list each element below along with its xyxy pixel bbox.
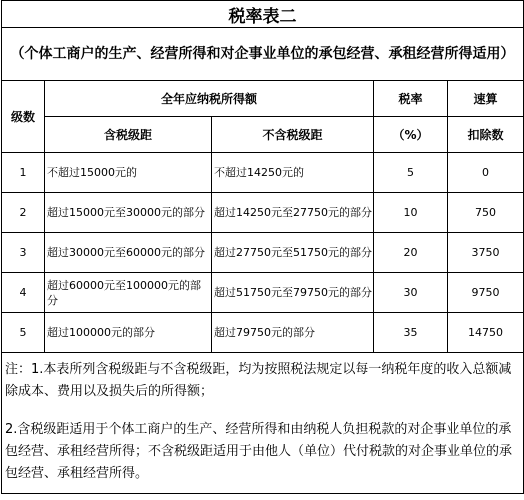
row-without-tax: 超过14250元至27750元的部分 bbox=[212, 193, 374, 233]
row-with-tax: 超过100000元的部分 bbox=[45, 313, 212, 353]
header-without-tax: 不含税级距 bbox=[212, 117, 374, 153]
table-row bbox=[2, 273, 524, 313]
row-level: 4 bbox=[2, 273, 45, 313]
row-rate: 35 bbox=[374, 313, 448, 353]
row-with-tax: 超过30000元至60000元的部分 bbox=[45, 233, 212, 273]
header-deduction-top: 速算 bbox=[448, 81, 524, 117]
row-level: 5 bbox=[2, 313, 45, 353]
header-deduction-bottom: 扣除数 bbox=[448, 117, 524, 153]
header-rate-unit: （%） bbox=[374, 117, 448, 153]
header-with-tax: 含税级距 bbox=[45, 117, 212, 153]
table-row bbox=[2, 313, 524, 353]
row-deduction: 750 bbox=[448, 193, 524, 233]
row-without-tax: 超过27750元至51750元的部分 bbox=[212, 233, 374, 273]
row-without-tax: 超过51750元至79750元的部分 bbox=[212, 273, 374, 313]
row-deduction: 3750 bbox=[448, 233, 524, 273]
row-rate: 30 bbox=[374, 273, 448, 313]
table-subtitle: （个体工商户的生产、经营所得和对企事业单位的承包经营、承租经营所得适用） bbox=[2, 28, 524, 81]
table-row bbox=[2, 193, 524, 233]
row-deduction: 14750 bbox=[448, 313, 524, 353]
row-with-tax: 超过60000元至100000元的部分 bbox=[45, 273, 212, 313]
row-rate: 10 bbox=[374, 193, 448, 233]
row-level: 1 bbox=[2, 153, 45, 193]
row-with-tax: 不超过15000元的 bbox=[45, 153, 212, 193]
note-1: 注：1.本表所列含税级距与不含税级距，均为按照税法规定以每一纳税年度的收入总额减除成本、费用以及损失后的所得额； bbox=[5, 362, 512, 399]
notes bbox=[2, 353, 524, 494]
header-rate: 税率 bbox=[374, 81, 448, 117]
row-rate: 20 bbox=[374, 233, 448, 273]
header-level: 级数 bbox=[2, 81, 45, 153]
table-row bbox=[2, 153, 524, 193]
table-title: 税率表二 bbox=[2, 1, 524, 28]
row-level: 3 bbox=[2, 233, 45, 273]
row-with-tax: 超过15000元至30000元的部分 bbox=[45, 193, 212, 233]
header-income-group: 全年应纳税所得额 bbox=[45, 81, 374, 117]
note-2: 2.含税级距适用于个体工商户的生产、经营所得和由纳税人负担税款的对企事业单位的承包经营、承租经营所得；不含税级距适用于由他人（单位）代付税款的对企事业单位的承包经营、承租经营所得。 bbox=[5, 422, 513, 481]
row-without-tax: 不超过14250元的 bbox=[212, 153, 374, 193]
row-without-tax: 超过79750元的部分 bbox=[212, 313, 374, 353]
tax-rate-table bbox=[1, 0, 524, 494]
row-level: 2 bbox=[2, 193, 45, 233]
row-deduction: 9750 bbox=[448, 273, 524, 313]
row-rate: 5 bbox=[374, 153, 448, 193]
row-deduction: 0 bbox=[448, 153, 524, 193]
table-row bbox=[2, 233, 524, 273]
